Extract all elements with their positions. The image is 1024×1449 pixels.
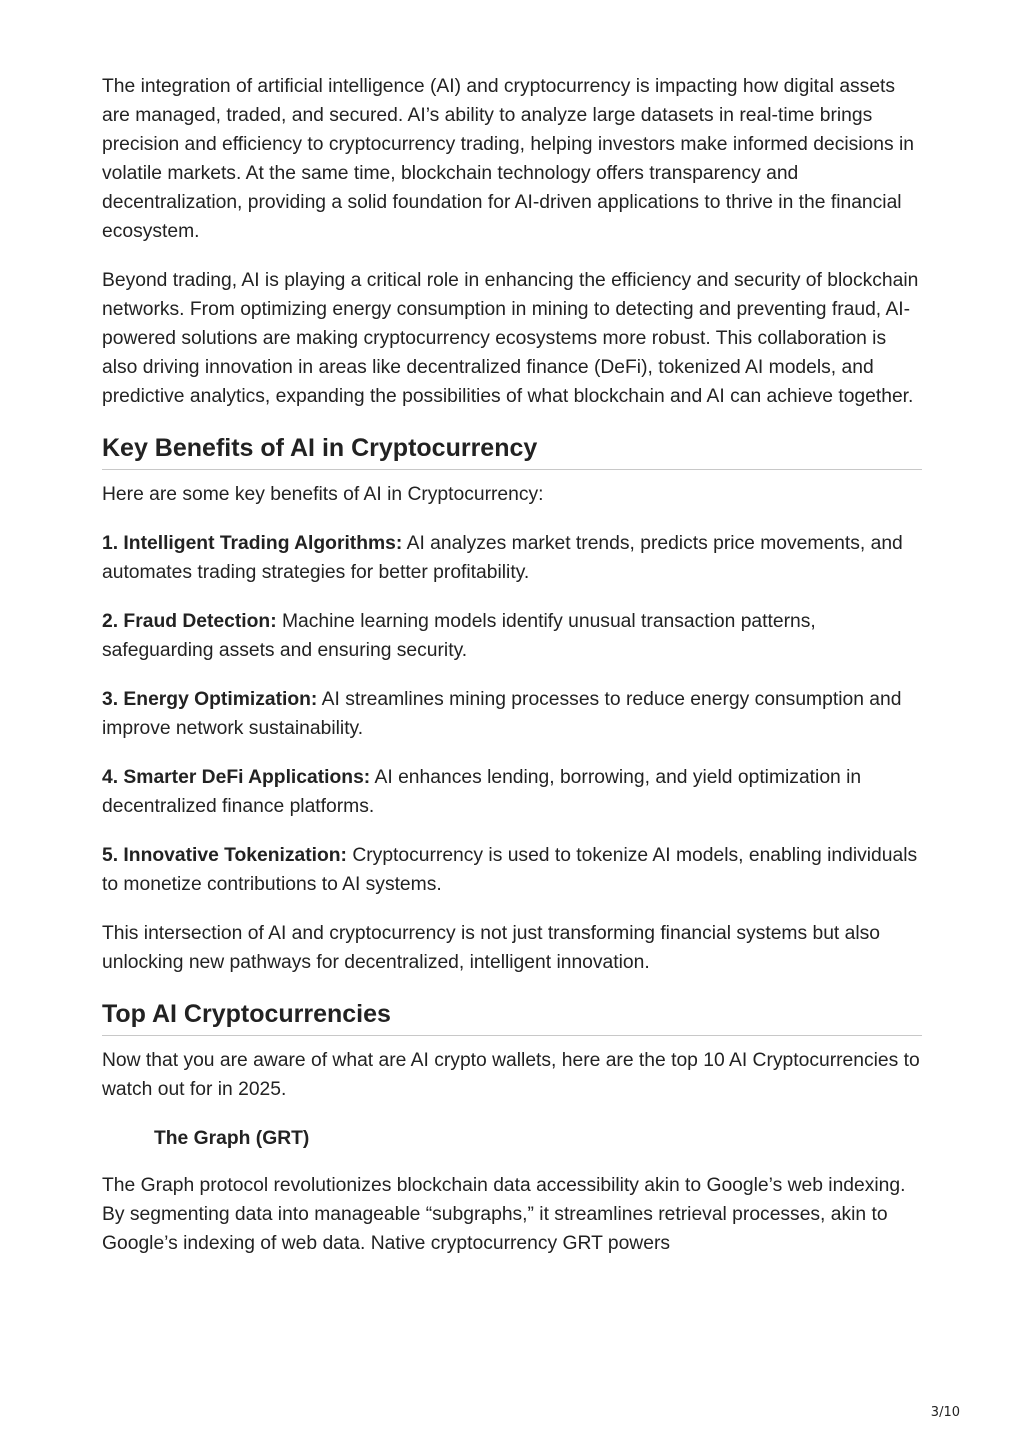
intro-paragraph: The integration of artificial intelligence (AI) and cryptocurrency is impacting how digital assets are managed, traded, and secured. AI’s ability to analyze large datasets in real-time brings precision and efficiency to cryptocurrency trading, helping investors make informed decisions in volatile markets. At the same time, blockchain technology offers transparency and decentralization, providing a solid foundation for AI-driven applications to thrive in the financial ecosystem. — [102, 76, 915, 242]
benefit-term: 3. Energy Optimization: — [102, 689, 318, 710]
top-intro: Now that you are aware of what are AI crypto wallets, here are the top 10 AI Cryptocurrencies to watch out for in 2025. — [102, 1050, 920, 1100]
page-number: 3/10 — [930, 1405, 960, 1420]
section-heading-top-cryptocurrencies: Top AI Cryptocurrencies — [102, 997, 922, 1036]
benefit-term: 1. Intelligent Trading Algorithms: — [102, 533, 403, 554]
benefit-term: 4. Smarter DeFi Applications: — [102, 767, 371, 788]
benefit-item — [102, 763, 922, 821]
benefit-text: AI analyzes market trends, predicts price movements, and automates trading strategies for better profitability. — [102, 533, 903, 583]
benefit-item — [102, 841, 922, 899]
subheading-the-graph: The Graph (GRT) — [154, 1128, 310, 1149]
benefit-term: 2. Fraud Detection: — [102, 611, 277, 632]
intro-paragraph: Beyond trading, AI is playing a critical role in enhancing the efficiency and security of blockchain networks. From optimizing energy consumption in mining to detecting and preventing fraud, AI-powered solutions are making cryptocurrency ecosystems more robust. This collaboration is also driving innovation in areas like decentralized finance (DeFi), tokenized AI models, and predictive analytics, expanding the possibilities of what blockchain and AI can achieve together. — [102, 270, 919, 407]
benefit-item — [102, 685, 922, 743]
benefits-conclusion: This intersection of AI and cryptocurrency is not just transforming financial systems but also unlocking new pathways for decentralized, intelligent innovation. — [102, 923, 881, 973]
article-content — [102, 72, 922, 1278]
benefit-text: Machine learning models identify unusual transaction patterns, safeguarding assets and ensuring security. — [102, 611, 816, 661]
benefit-term: 5. Innovative Tokenization: — [102, 845, 347, 866]
benefit-item — [102, 529, 922, 587]
benefit-item — [102, 607, 922, 665]
benefit-text: AI enhances lending, borrowing, and yield optimization in decentralized finance platforms. — [102, 767, 862, 817]
benefit-text: AI streamlines mining processes to reduce energy consumption and improve network sustainability. — [102, 689, 902, 739]
section-heading-benefits: Key Benefits of AI in Cryptocurrency — [102, 431, 922, 470]
benefit-text: Cryptocurrency is used to tokenize AI models, enabling individuals to monetize contributions to AI systems. — [102, 845, 918, 895]
benefits-intro: Here are some key benefits of AI in Cryptocurrency: — [102, 484, 544, 505]
the-graph-paragraph: The Graph protocol revolutionizes blockchain data accessibility akin to Google’s web indexing. By segmenting data into manageable “subgraphs,” it streamlines retrieval processes, akin to Google’s indexing of web data. Native cryptocurrency GRT powers — [102, 1175, 906, 1254]
